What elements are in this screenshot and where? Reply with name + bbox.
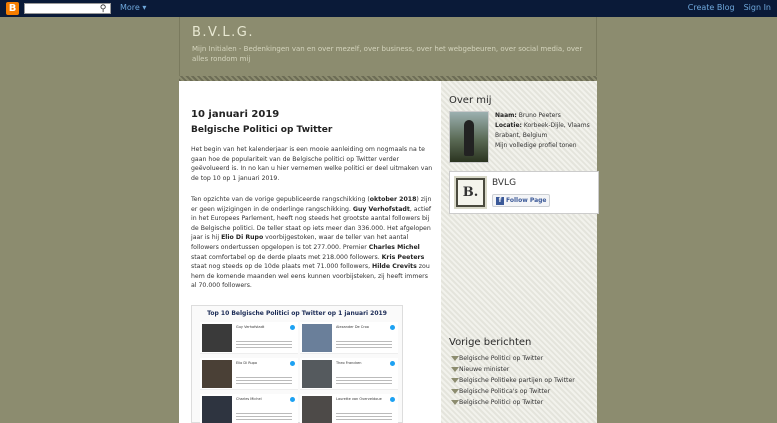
text: ) zijn er geen wijzigingen in de onderlinge rangschikking.	[191, 196, 432, 213]
page-name[interactable]: BVLG	[492, 178, 517, 188]
person-name: Charles Michel	[236, 397, 262, 401]
previous-post-link[interactable]: Nieuwe minister	[449, 364, 595, 375]
person-name: Alexander De Croo	[336, 325, 369, 329]
twitter-icon	[390, 361, 395, 366]
main-column	[179, 81, 441, 423]
blog-title[interactable]: B.V.L.G.	[192, 25, 254, 40]
location-label: Locatie:	[495, 122, 522, 129]
blog-header	[179, 17, 597, 79]
name-di-rupo: Elio Di Rupo	[221, 234, 264, 242]
image-card	[300, 322, 398, 354]
person-name: Theo Francken	[336, 361, 362, 365]
person-photo	[302, 324, 332, 352]
previous-posts-list	[449, 353, 595, 408]
person-name: Guy Verhofstadt	[236, 325, 265, 329]
twitter-icon	[390, 325, 395, 330]
profile-photo[interactable]	[449, 111, 489, 163]
text: zou hem de komende maanden wel eens kunnen voorbijsteken, zij heeft immers al 70.000 followers.	[191, 263, 430, 290]
page-logo-text: B.	[458, 180, 483, 205]
blog-description: Mijn Initialen - Bedenkingen van en over mezelf, over business, over het webgebeuren, over social media, over alles rondom mij	[192, 45, 583, 63]
image-card	[200, 394, 298, 423]
twitter-icon	[290, 361, 295, 366]
name-value: Bruno Peeters	[518, 112, 561, 119]
image-card	[200, 322, 298, 354]
post-paragraph: Het begin van het kalenderjaar is een mooie aanleiding om nogmaals na te gaan hoe de populariteit van de Belgische politici op Twitter verder geëvolueerd is. In no kan u hier vernemen welke politici er deel uitmaken van de top 10 op 1 januari 2019.	[191, 146, 433, 182]
image-card	[200, 358, 298, 390]
stats-lines	[236, 340, 292, 348]
name-peeters: Kris Peeters	[381, 253, 425, 261]
post-image-top10[interactable]	[191, 305, 403, 423]
sidebar	[441, 81, 597, 423]
person-name: Elio Di Rupo	[236, 361, 258, 365]
facebook-widget	[449, 171, 599, 214]
post-date: 10 januari 2019	[191, 109, 280, 120]
previous-post-link[interactable]: Belgische Politieke partijen op Twitter	[449, 375, 595, 386]
person-silhouette	[464, 120, 474, 156]
person-photo	[202, 324, 232, 352]
previous-post-link[interactable]: Belgische Politici op Twitter	[449, 353, 595, 364]
search-input[interactable]	[24, 3, 111, 14]
person-photo	[302, 396, 332, 423]
text: staat comfortabel op de derde plaats met 218.000 followers.	[191, 253, 382, 261]
blogger-navbar	[0, 0, 777, 17]
link-oktober-2018[interactable]: oktober 2018	[369, 196, 417, 203]
facebook-icon: f	[496, 197, 504, 205]
twitter-icon	[290, 325, 295, 330]
previous-posts-heading: Vorige berichten	[449, 337, 532, 348]
sign-in-link[interactable]: Sign In	[743, 3, 771, 12]
more-menu-button[interactable]: More ▾	[120, 3, 147, 12]
location-value: Korbeek-Dijle, Vlaams Brabant, Belgium	[495, 122, 590, 139]
stats-lines	[336, 412, 392, 420]
page-logo[interactable]	[454, 176, 487, 209]
person-photo	[302, 360, 332, 388]
follow-page-button[interactable]	[492, 194, 550, 207]
post-title[interactable]: Belgische Politici op Twitter	[191, 125, 333, 135]
stats-lines	[236, 412, 292, 420]
navbar-right-links	[688, 3, 771, 12]
name-label: Naam:	[495, 112, 517, 119]
text: voorbijgestoken, waar de teller van het aantal followers ondertussen opgelopen is tot 277.000. Premier	[191, 234, 409, 251]
name-michel: Charles Michel	[368, 243, 420, 251]
post-paragraph	[191, 195, 435, 291]
previous-post-link[interactable]: Belgische Politici op Twitter	[449, 397, 595, 408]
follow-page-label: Follow Page	[506, 197, 547, 204]
person-name: Laurette van Overveldoue	[336, 397, 382, 401]
stats-lines	[236, 376, 292, 384]
stats-lines	[336, 340, 392, 348]
name-verhofstadt: Guy Verhofstadt	[352, 205, 410, 213]
twitter-icon	[290, 397, 295, 402]
text: Ten opzichte van de vorige gepubliceerde rangschikking (	[191, 196, 370, 203]
content-area	[179, 81, 597, 423]
text: , actief in het Europees Parlement, heeft nog steeds het grootste aantal followers bij de Belgische politici. De teller staat op iets meer dan 336.000. Het afgelopen jaar is hij	[191, 205, 432, 242]
stats-lines	[336, 376, 392, 384]
name-crevits: Hilde Crevits	[372, 263, 417, 271]
person-photo	[202, 396, 232, 423]
blogger-logo-icon[interactable]: B	[6, 2, 19, 15]
person-photo	[202, 360, 232, 388]
twitter-icon	[390, 397, 395, 402]
search-icon[interactable]: ⚲	[99, 4, 107, 14]
create-blog-link[interactable]: Create Blog	[687, 3, 735, 12]
profile-link[interactable]: Mijn volledige profiel tonen	[495, 142, 577, 149]
text: staat nog steeds op de 10de plaats met 71.000 followers,	[191, 263, 373, 271]
profile-info	[495, 111, 595, 151]
image-title: Top 10 Belgische Politici op Twitter op 1 januari 2019	[207, 310, 387, 317]
image-card	[300, 358, 398, 390]
about-heading: Over mij	[449, 95, 492, 106]
previous-post-link[interactable]: Belgische Politica's op Twitter	[449, 386, 595, 397]
image-card	[300, 394, 398, 423]
